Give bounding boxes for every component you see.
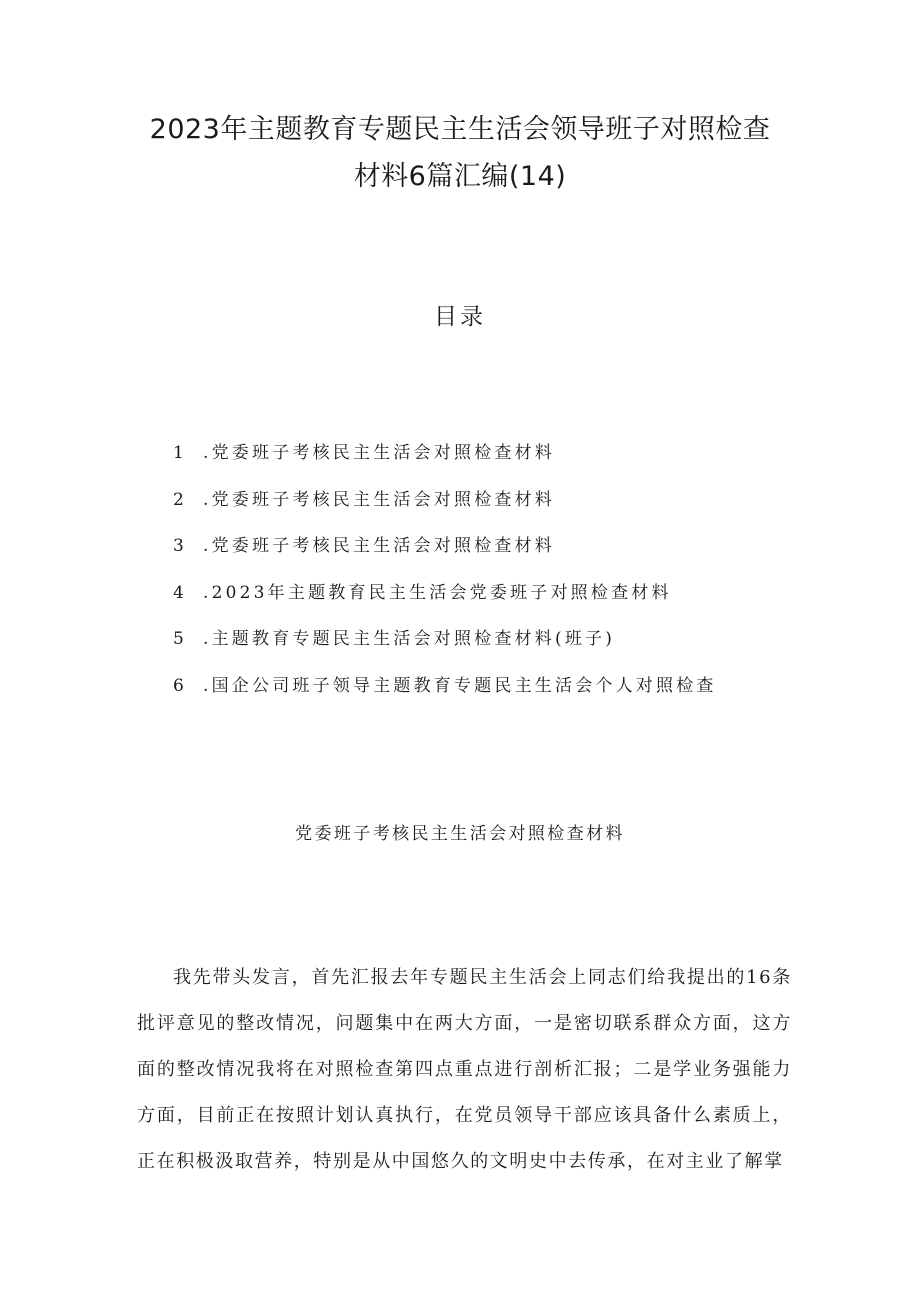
toc-heading: 目录 xyxy=(434,304,486,330)
toc-item-number: 1 xyxy=(173,443,188,463)
table-of-contents xyxy=(173,438,717,718)
toc-item-number: 6 xyxy=(173,675,188,696)
toc-item-4 xyxy=(173,578,717,625)
body-paragraph: 我先带头发言，首先汇报去年专题民主生活会上同志们给我提出的16条批评意见的整改情况，问题集中在两大方面，一是密切联系群众方面，这方面的整改情况我将在对照检查第四点重点进行剖析汇报；二是学业务强能力方面，目前正在按照计划认真执行，在党员领导干部应该具备什么素质上，正在积极汲取营养，特别是从中国悠久的文明史中去传承，在对主业了解掌 xyxy=(137,967,792,1172)
toc-item-6 xyxy=(173,671,717,718)
toc-item-number: 3 xyxy=(173,536,188,557)
toc-item-text: .主题教育专题民主生活会对照检查材料(班子) xyxy=(203,629,616,650)
toc-item-2 xyxy=(173,485,717,532)
toc-item-3 xyxy=(173,531,717,578)
toc-item-1 xyxy=(173,438,717,485)
toc-item-text: .2023年主题教育民主生活会党委班子对照检查材料 xyxy=(203,582,672,603)
document-title-line-1: 2023年主题教育专题民主生活会领导班子对照检查 xyxy=(149,114,771,145)
toc-item-number: 4 xyxy=(173,582,188,603)
toc-item-text: .党委班子考核民主生活会对照检查材料 xyxy=(203,489,556,510)
toc-item-text: .国企公司班子领导主题教育专题民主生活会个人对照检查 xyxy=(203,675,717,696)
section-title: 党委班子考核民主生活会对照检查材料 xyxy=(295,824,625,844)
toc-item-number: 2 xyxy=(173,489,188,510)
toc-item-5 xyxy=(173,624,717,671)
document-title-line-2: 材料6篇汇编(14) xyxy=(353,161,567,192)
toc-item-number: 5 xyxy=(173,629,188,650)
toc-item-text: .党委班子考核民主生活会对照检查材料 xyxy=(203,536,556,557)
toc-item-text: .党委班子考核民主生活会对照检查材料 xyxy=(203,443,556,463)
